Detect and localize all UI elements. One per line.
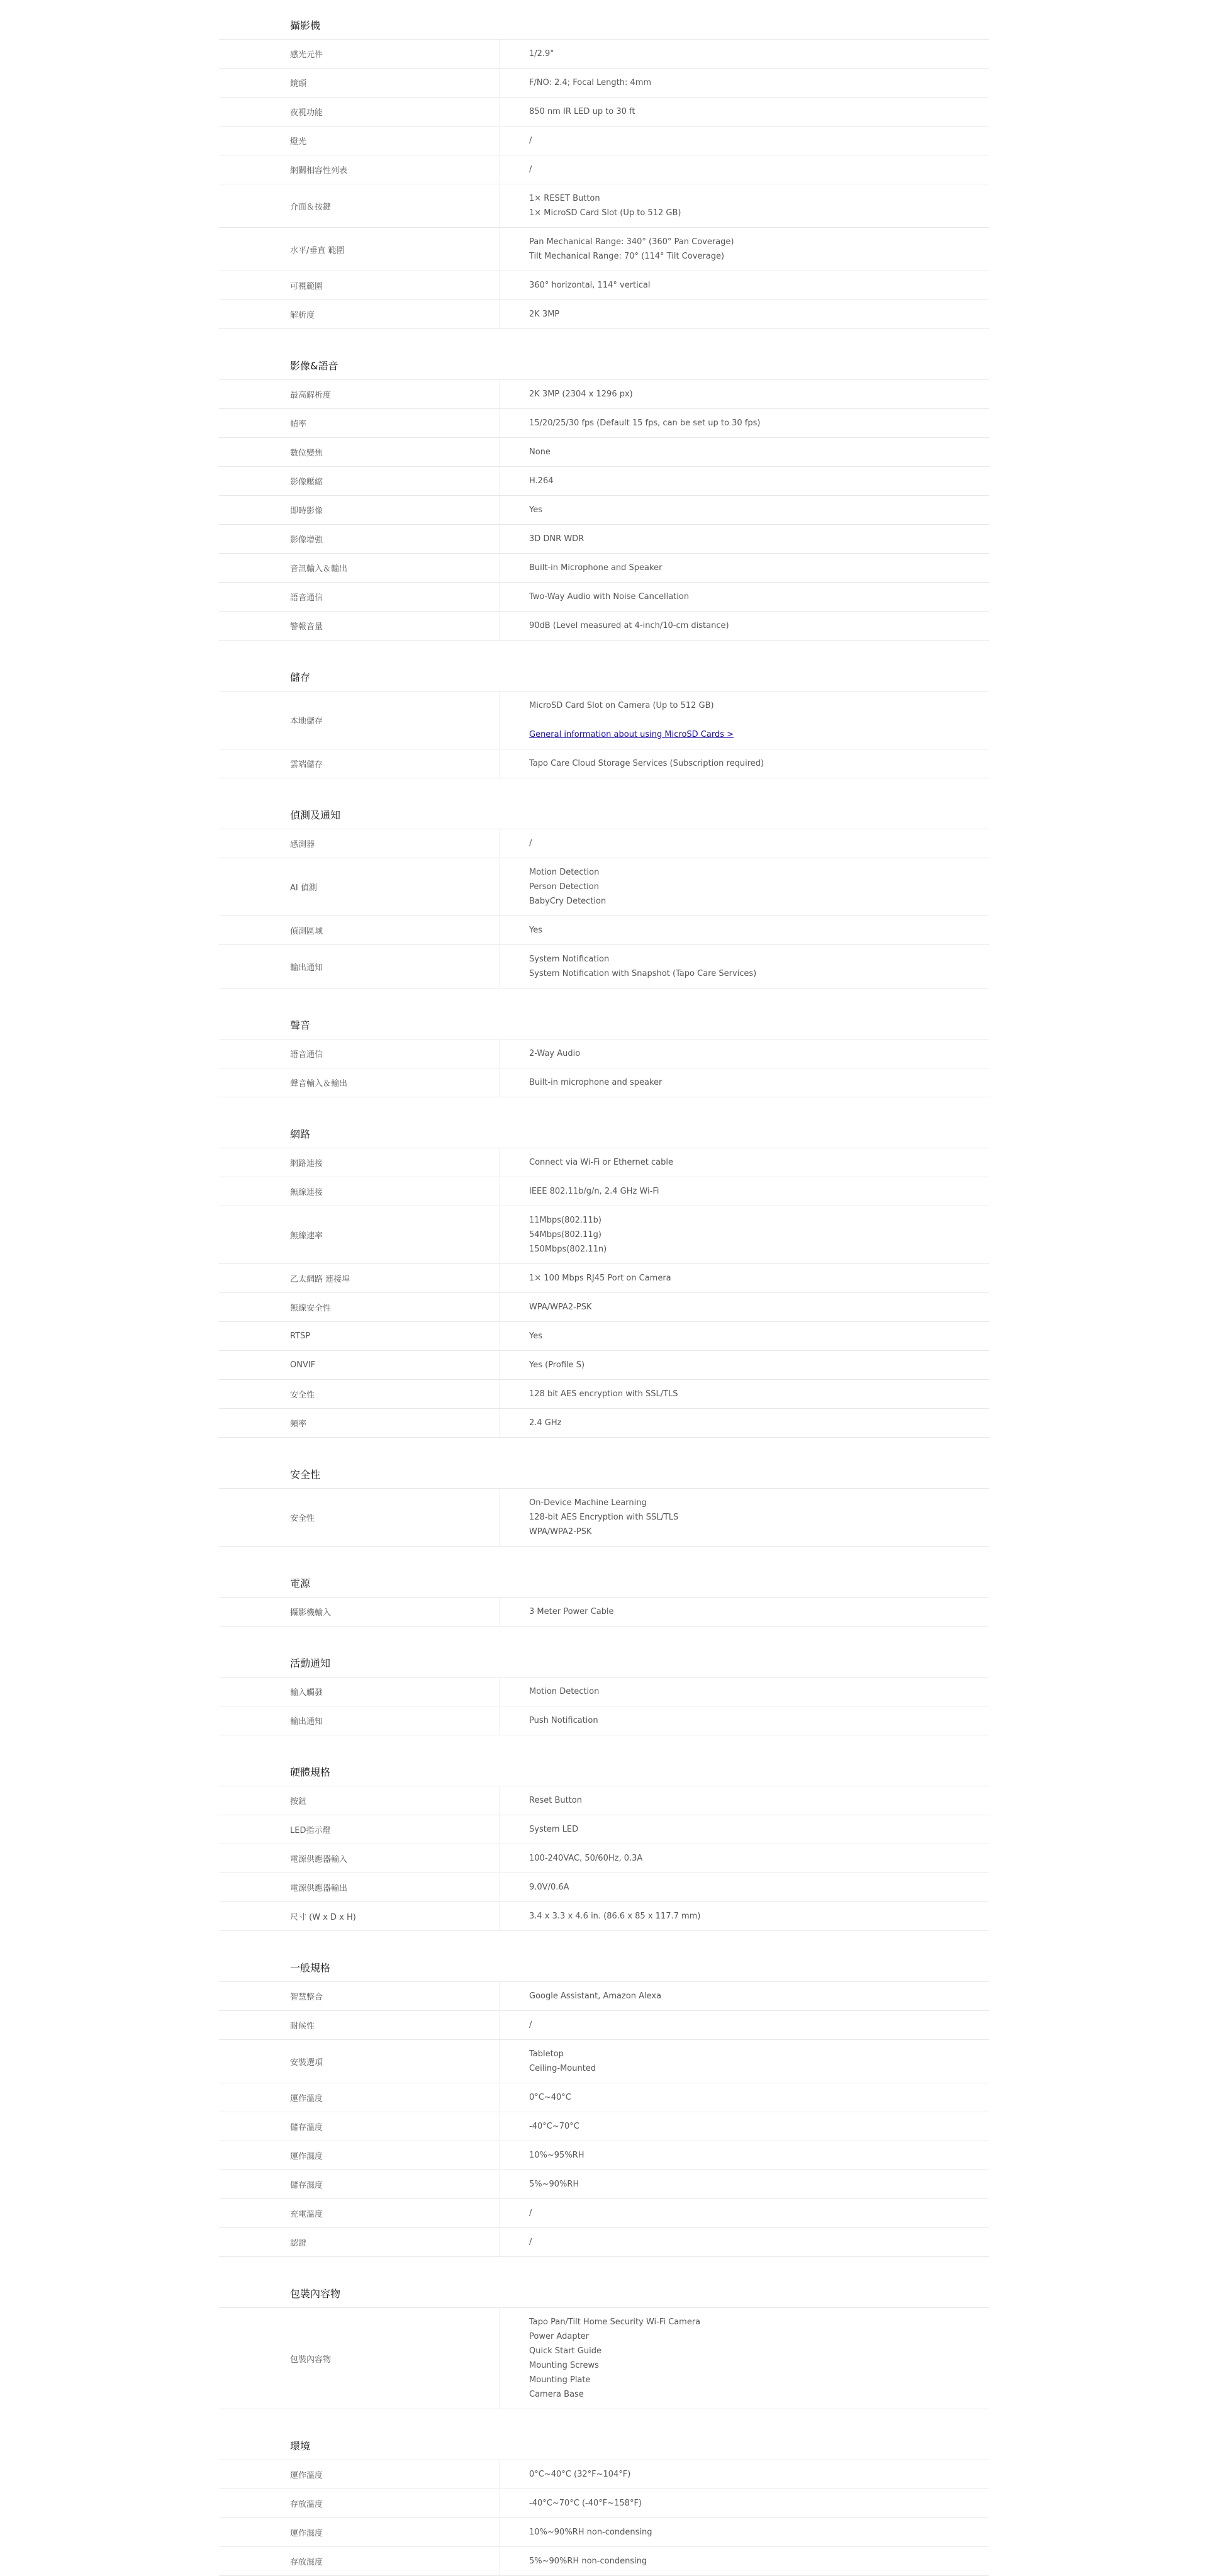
spec-row <box>219 1873 989 1902</box>
section-title: 活動通知 <box>219 1654 989 1677</box>
spec-row <box>219 1206 989 1264</box>
section-title: 包裝內容物 <box>219 2285 989 2308</box>
spec-value <box>500 1148 989 1177</box>
spec-value <box>500 40 989 68</box>
spec-row <box>219 98 989 126</box>
section-title: 偵測及通知 <box>219 806 989 829</box>
spec-value <box>500 2112 989 2141</box>
spec-value-line: 15/20/25/30 fps (Default 15 fps, can be set up to 30 fps) <box>529 418 761 428</box>
section-title: 電源 <box>219 1574 989 1598</box>
spec-value-line: / <box>529 165 532 174</box>
spec-section <box>219 1016 989 1097</box>
spec-value-line: 850 nm IR LED up to 30 ft <box>529 107 635 116</box>
spec-label: 耐候性 <box>290 2022 315 2031</box>
spec-value-line: 1/2.9" <box>529 49 554 59</box>
spec-value-line: Ceiling-Mounted <box>529 2064 596 2073</box>
spec-row <box>219 1489 989 1547</box>
spec-row <box>219 228 989 271</box>
spec-value <box>500 2489 989 2517</box>
spec-value <box>500 916 989 944</box>
spec-value-line: 3.4 x 3.3 x 4.6 in. (86.6 x 85 x 117.7 mm) <box>529 1912 701 1921</box>
spec-row <box>219 300 989 329</box>
spec-section <box>219 668 989 778</box>
spec-value <box>500 1264 989 1292</box>
spec-value <box>500 2460 989 2489</box>
spec-value-line: Built-in microphone and speaker <box>529 1078 663 1087</box>
spec-row <box>219 2308 989 2409</box>
spec-value-line: Tapo Pan/Tilt Home Security Wi-Fi Camera <box>529 2317 701 2327</box>
spec-section <box>219 1763 989 1931</box>
spec-value-line: 0°C~40°C <box>529 2093 571 2102</box>
spec-label: 雲端儲存 <box>290 760 323 770</box>
spec-value-line: 1× MicroSD Card Slot (Up to 512 GB) <box>529 208 681 218</box>
spec-label: 乙太網路 連接埠 <box>290 1275 350 1284</box>
section-gap <box>219 1627 989 1654</box>
spec-value-line: -40°C~70°C (-40°F~158°F) <box>529 2499 642 2508</box>
spec-label: 感測器 <box>290 840 315 849</box>
spec-value-line: WPA/WPA2-PSK <box>529 1302 592 1312</box>
spec-value <box>500 554 989 582</box>
spec-label: 運作溫度 <box>290 2094 323 2103</box>
spec-value <box>500 438 989 466</box>
spec-value-line: Motion Detection <box>529 868 600 877</box>
spec-value <box>500 749 989 778</box>
spec-row <box>219 2228 989 2257</box>
spec-label: 包裝內容物 <box>290 2355 332 2365</box>
spec-label: 安全性 <box>290 1514 315 1523</box>
spec-value <box>500 2308 989 2409</box>
section-gap <box>219 2257 989 2285</box>
spec-row <box>219 1598 989 1627</box>
spec-label: 儲存濕度 <box>290 2181 323 2190</box>
section-title: 儲存 <box>219 668 989 692</box>
spec-value-line: 150Mbps(802.11n) <box>529 1245 607 1254</box>
spec-row <box>219 467 989 496</box>
spec-value <box>500 1409 989 1437</box>
spec-row <box>219 126 989 155</box>
spec-row <box>219 2460 989 2489</box>
spec-value-line: Yes <box>529 1331 542 1341</box>
spec-value <box>500 1815 989 1844</box>
spec-value-line: System LED <box>529 1825 579 1834</box>
section-title: 影像&語音 <box>219 357 989 380</box>
spec-value-line: Tilt Mechanical Range: 70° (114° Tilt Coverage) <box>529 252 725 261</box>
spec-value <box>500 1677 989 1706</box>
spec-section <box>219 1959 989 2257</box>
spec-value <box>500 858 989 916</box>
spec-value-line: H.264 <box>529 476 554 486</box>
spec-value-line: 2K 3MP (2304 x 1296 px) <box>529 389 633 399</box>
spec-label: 無線連接 <box>290 1188 323 1197</box>
spec-row <box>219 2011 989 2040</box>
spec-row <box>219 155 989 184</box>
spec-value-line: 2K 3MP <box>529 310 560 319</box>
spec-value <box>500 1068 989 1097</box>
spec-value-line: Two-Way Audio with Noise Cancellation <box>529 592 690 602</box>
spec-row <box>219 1815 989 1844</box>
spec-row <box>219 858 989 916</box>
spec-value-line: WPA/WPA2-PSK <box>529 1527 592 1537</box>
section-title: 環境 <box>219 2437 989 2460</box>
section-gap <box>219 2409 989 2437</box>
spec-value <box>500 1380 989 1408</box>
spec-value <box>500 1489 989 1546</box>
spec-label: 智慧整合 <box>290 1993 323 2002</box>
spec-value-line: F/NO: 2.4; Focal Length: 4mm <box>529 78 652 87</box>
spec-value <box>500 155 989 184</box>
spec-row <box>219 749 989 778</box>
spec-row <box>219 1706 989 1735</box>
spec-row <box>219 380 989 409</box>
spec-row <box>219 583 989 612</box>
spec-value-line: 360° horizontal, 114° vertical <box>529 281 651 290</box>
spec-row <box>219 2489 989 2518</box>
spec-label: 運作濕度 <box>290 2152 323 2161</box>
spec-value-line: 90dB (Level measured at 4-inch/10-cm distance) <box>529 621 729 630</box>
spec-value-line: 3 Meter Power Cable <box>529 1607 614 1616</box>
section-gap <box>219 1438 989 1465</box>
spec-label: 影像壓縮 <box>290 478 323 487</box>
spec-section <box>219 1465 989 1547</box>
section-gap <box>219 1931 989 1959</box>
spec-row <box>219 2040 989 2083</box>
spec-row <box>219 409 989 438</box>
spec-value-line: Motion Detection <box>529 1687 600 1696</box>
spec-row <box>219 1068 989 1097</box>
spec-row <box>219 1982 989 2011</box>
spec-value <box>500 1206 989 1263</box>
spec-label: 無線速率 <box>290 1231 323 1241</box>
spec-value <box>500 1351 989 1379</box>
spec-label: 可視範圍 <box>290 282 323 291</box>
section-title: 攝影機 <box>219 16 989 40</box>
spec-label: 輸出通知 <box>290 963 323 973</box>
spec-row <box>219 692 989 749</box>
spec-value <box>500 2199 989 2227</box>
spec-section <box>219 16 989 329</box>
spec-value <box>500 1902 989 1930</box>
section-gap <box>219 1547 989 1574</box>
spec-label: 網關相容性列表 <box>290 166 348 176</box>
spec-label: 電源供應器輸入 <box>290 1855 348 1864</box>
spec-value-line: / <box>529 2209 532 2218</box>
spec-label: 尺寸 (W x D x H) <box>290 1913 356 1922</box>
spec-value-line: Camera Base <box>529 2390 584 2399</box>
spec-label: 即時影像 <box>290 507 323 516</box>
spec-value-line: Yes <box>529 926 542 935</box>
spec-row <box>219 1322 989 1351</box>
spec-row <box>219 1148 989 1177</box>
spec-label: 網路連接 <box>290 1159 323 1168</box>
spec-value-line: IEEE 802.11b/g/n, 2.4 GHz Wi-Fi <box>529 1187 659 1196</box>
spec-value-line: / <box>529 2237 532 2247</box>
spec-row <box>219 2199 989 2228</box>
spec-label: 數位變焦 <box>290 449 323 458</box>
spec-row <box>219 1902 989 1931</box>
spec-value <box>500 1293 989 1321</box>
spec-value-line: On-Device Machine Learning <box>529 1498 647 1508</box>
spec-label: 運作濕度 <box>290 2529 323 2538</box>
spec-row <box>219 2518 989 2547</box>
section-title: 安全性 <box>219 1465 989 1489</box>
spec-value-line: 0°C~40°C (32°F~104°F) <box>529 2470 631 2479</box>
spec-value-line: System Notification with Snapshot (Tapo Care Services) <box>529 969 757 978</box>
spec-value-line: BabyCry Detection <box>529 897 607 906</box>
spec-value-line: 2.4 GHz <box>529 1418 562 1428</box>
spec-value <box>500 1873 989 1901</box>
spec-label: 按鈕 <box>290 1797 307 1806</box>
spec-label: 最高解析度 <box>290 391 332 400</box>
spec-label: LED指示燈 <box>290 1826 331 1835</box>
spec-value-line: Tabletop <box>529 2049 564 2059</box>
section-gap <box>219 988 989 1016</box>
spec-label: 無線安全性 <box>290 1304 332 1313</box>
spec-value <box>500 380 989 408</box>
spec-value <box>500 228 989 271</box>
section-title: 硬體規格 <box>219 1763 989 1786</box>
spec-value <box>500 1706 989 1735</box>
spec-value-line: 128-bit AES Encryption with SSL/TLS <box>529 1513 679 1522</box>
spec-label: 影像增強 <box>290 535 323 545</box>
spec-value <box>500 2011 989 2039</box>
section-gap <box>219 1735 989 1763</box>
spec-value <box>500 69 989 97</box>
spec-value-line: Mounting Screws <box>529 2361 599 2370</box>
spec-label: 電源供應器輸出 <box>290 1884 348 1893</box>
spec-label: 安裝選項 <box>290 2058 323 2068</box>
spec-value-line: 9.0V/0.6A <box>529 1883 569 1892</box>
section-gap <box>219 1097 989 1125</box>
spec-row <box>219 945 989 988</box>
spec-value <box>500 1598 989 1626</box>
spec-value-line: 1× RESET Button <box>529 194 600 203</box>
microsd-info-link[interactable]: General information about using MicroSD Cards > <box>529 730 734 739</box>
spec-value <box>500 692 989 749</box>
spec-value-line: Quick Start Guide <box>529 2346 601 2356</box>
spec-label: 攝影機輸入 <box>290 1608 332 1618</box>
spec-row <box>219 554 989 583</box>
spec-value-line: / <box>529 2020 532 2030</box>
spec-value <box>500 612 989 640</box>
spec-section <box>219 1574 989 1627</box>
spec-value <box>500 1039 989 1068</box>
spec-value-line: 2-Way Audio <box>529 1049 581 1058</box>
spec-value-line: -40°C~70°C <box>529 2122 579 2131</box>
spec-value-line: 128 bit AES encryption with SSL/TLS <box>529 1389 678 1399</box>
spec-label: 燈光 <box>290 137 307 147</box>
spec-value-line: Mounting Plate <box>529 2375 591 2385</box>
spec-row <box>219 1264 989 1293</box>
spec-row <box>219 1677 989 1706</box>
spec-row <box>219 1844 989 1873</box>
spec-row <box>219 2112 989 2141</box>
section-gap <box>219 329 989 357</box>
spec-value <box>500 467 989 495</box>
spec-label: 儲存溫度 <box>290 2123 323 2132</box>
spacer <box>529 713 989 727</box>
spec-label: 語音通信 <box>290 593 323 603</box>
spec-label: 聲音輸入＆輸出 <box>290 1079 348 1089</box>
spec-label: 夜視功能 <box>290 108 323 118</box>
spec-value-line: Reset Button <box>529 1796 582 1805</box>
spec-value <box>500 271 989 300</box>
spec-value-line: Connect via Wi-Fi or Ethernet cable <box>529 1158 673 1167</box>
spec-row <box>219 1786 989 1815</box>
spec-value-line: Yes <box>529 505 542 515</box>
spec-value-line: None <box>529 447 551 457</box>
spec-row <box>219 2547 989 2576</box>
spec-value <box>500 184 989 227</box>
spec-value-line: Power Adapter <box>529 2332 590 2341</box>
spec-value-line: MicroSD Card Slot on Camera (Up to 512 GB) <box>529 701 714 710</box>
spec-label: 警報音量 <box>290 622 323 632</box>
spec-label: 介面＆按鍵 <box>290 202 332 212</box>
section-gap <box>219 641 989 668</box>
spec-row <box>219 2170 989 2199</box>
spec-value <box>500 1786 989 1815</box>
section-title: 一般規格 <box>219 1959 989 1982</box>
spec-label: 音訊輸入＆輸出 <box>290 564 348 574</box>
spec-value-line: 3D DNR WDR <box>529 534 584 544</box>
spec-label: 本地儲存 <box>290 717 323 726</box>
spec-table <box>219 0 989 2576</box>
spec-section <box>219 357 989 641</box>
spec-value-line: 5%~90%RH non-condensing <box>529 2556 647 2566</box>
spec-label: 輸出通知 <box>290 1717 323 1727</box>
spec-label: ONVIF <box>290 1360 316 1370</box>
spec-value <box>500 829 989 858</box>
spec-value <box>500 1982 989 2010</box>
spec-label: 解析度 <box>290 311 315 320</box>
spec-value-line: 54Mbps(802.11g) <box>529 1230 601 1240</box>
spec-row <box>219 2083 989 2112</box>
spec-label: 安全性 <box>290 1391 315 1400</box>
spec-label: 幀率 <box>290 420 307 429</box>
spec-value-line: 100-240VAC, 50/60Hz, 0.3A <box>529 1854 643 1863</box>
section-title: 聲音 <box>219 1016 989 1039</box>
spec-value <box>500 300 989 328</box>
spec-row <box>219 1293 989 1322</box>
spec-value <box>500 2040 989 2083</box>
spec-value <box>500 2518 989 2546</box>
spec-section <box>219 1654 989 1735</box>
spec-value-line: 10%~95%RH <box>529 2151 584 2160</box>
spec-value-line: Pan Mechanical Range: 340° (360° Pan Coverage) <box>529 237 734 247</box>
spec-label: 存放濕度 <box>290 2558 323 2567</box>
spec-value <box>500 2083 989 2112</box>
section-gap <box>219 778 989 806</box>
spec-value-line: Built-in Microphone and Speaker <box>529 563 663 573</box>
spec-value-line: Tapo Care Cloud Storage Services (Subscription required) <box>529 759 764 768</box>
spec-label: 語音通信 <box>290 1050 323 1060</box>
spec-row <box>219 1351 989 1380</box>
spec-value <box>500 409 989 437</box>
spec-label: AI 偵測 <box>290 883 317 893</box>
spec-value <box>500 2170 989 2198</box>
spec-row <box>219 271 989 300</box>
spec-row <box>219 1039 989 1068</box>
spec-row <box>219 184 989 228</box>
spec-row <box>219 1409 989 1438</box>
spec-value <box>500 1322 989 1350</box>
spec-row <box>219 40 989 69</box>
spec-value-line: Google Assistant, Amazon Alexa <box>529 1991 662 2001</box>
section-title: 網路 <box>219 1125 989 1148</box>
spec-value <box>500 126 989 155</box>
spec-value <box>500 496 989 524</box>
spec-row <box>219 496 989 525</box>
spec-value <box>500 1844 989 1873</box>
spec-value-line: Yes (Profile S) <box>529 1360 585 1370</box>
spec-value <box>500 98 989 126</box>
spec-value-line: Person Detection <box>529 882 599 892</box>
spec-section <box>219 2437 989 2576</box>
spec-label: 輸入觸發 <box>290 1688 323 1698</box>
spec-row <box>219 612 989 641</box>
spec-section <box>219 1125 989 1438</box>
spec-label: 存放溫度 <box>290 2500 323 2509</box>
spec-label: 水平/垂直 範圍 <box>290 245 345 255</box>
spec-row <box>219 829 989 858</box>
spec-value <box>500 2547 989 2575</box>
spec-value-line: 5%~90%RH <box>529 2180 579 2189</box>
spec-label: 運作溫度 <box>290 2471 323 2480</box>
spec-row <box>219 525 989 554</box>
spec-row <box>219 1177 989 1206</box>
spec-label: 鏡頭 <box>290 79 307 89</box>
spec-label: 頻率 <box>290 1420 307 1429</box>
spec-value <box>500 2228 989 2256</box>
spec-row <box>219 2141 989 2170</box>
spec-row <box>219 1380 989 1409</box>
spec-value-line: / <box>529 839 532 848</box>
spec-row <box>219 916 989 945</box>
spec-label: RTSP <box>290 1331 311 1341</box>
spec-value-line: 10%~90%RH non-condensing <box>529 2528 652 2537</box>
spec-row <box>219 438 989 467</box>
spec-section <box>219 806 989 988</box>
spec-value <box>500 2141 989 2170</box>
spec-value-line: System Notification <box>529 955 610 964</box>
spec-value-line: Push Notification <box>529 1716 598 1725</box>
spec-label: 充電溫度 <box>290 2210 323 2219</box>
spec-value-line: / <box>529 136 532 145</box>
spec-value-line: 1× 100 Mbps RJ45 Port on Camera <box>529 1274 671 1283</box>
spec-section <box>219 2285 989 2409</box>
spec-row <box>219 69 989 98</box>
spec-label: 認證 <box>290 2239 307 2248</box>
spec-label: 感光元件 <box>290 50 323 60</box>
spec-label: 偵測區域 <box>290 927 323 936</box>
spec-value <box>500 583 989 611</box>
spec-value-line: 11Mbps(802.11b) <box>529 1216 601 1225</box>
spec-value <box>500 1177 989 1206</box>
spec-value <box>500 945 989 988</box>
spec-value <box>500 525 989 553</box>
